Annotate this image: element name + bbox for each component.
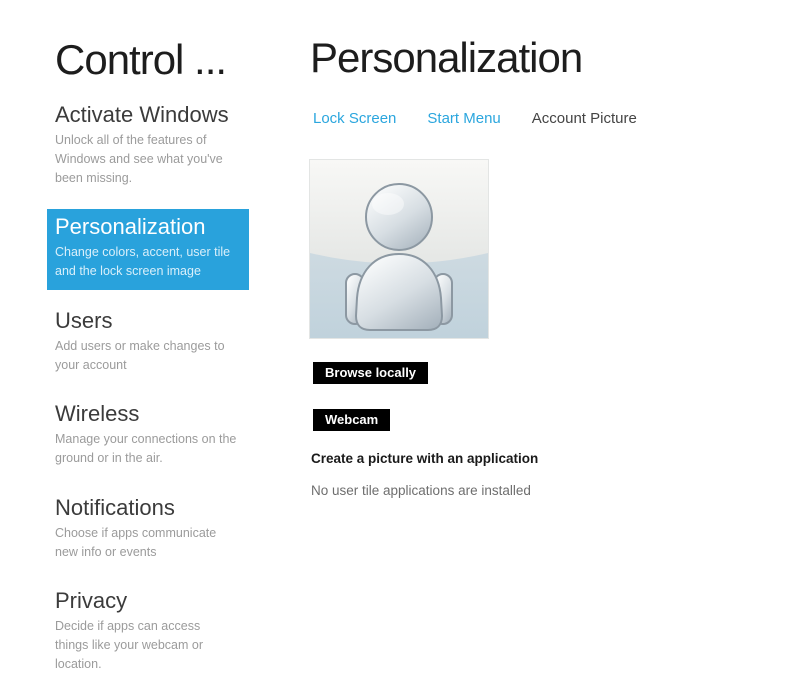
control-panel-sidebar [47,36,249,696]
sidebar-item-title: Wireless [55,401,140,427]
no-apps-message: No user tile applications are installed [311,483,531,498]
sidebar-item-title: Privacy [55,588,128,614]
sidebar-item-personalization[interactable] [47,209,249,290]
tab-lock-screen[interactable]: Lock Screen [313,110,397,127]
browse-locally-button[interactable]: Browse locally [313,362,428,384]
sidebar-item-notifications[interactable] [47,490,249,571]
sidebar-item-users[interactable] [47,303,249,384]
tab-account-picture[interactable]: Account Picture [531,110,637,127]
sidebar-item-title: Notifications [55,494,175,520]
account-picture-tile [310,160,488,338]
sidebar-item-privacy[interactable] [47,583,249,682]
sidebar-item-description: Choose if apps communicate new info or events [55,525,217,559]
sidebar-item-description: Unlock all of the features of Windows and see what you've been missing. [55,133,223,185]
sidebar-item-description: Change colors, accent, user tile and the lock screen image [55,245,231,278]
sidebar-item-description: Manage your connections on the ground or in the air. [55,432,237,465]
page-title: Personalization [310,34,583,81]
sidebar-item-title: Users [55,307,113,333]
sidebar-title: Control ... [55,36,227,83]
sidebar-item-title: Activate Windows [55,102,229,127]
sidebar-item-wireless[interactable] [47,396,249,477]
personalization-tabs [313,110,637,127]
create-picture-heading: Create a picture with an application [311,451,539,466]
sidebar-item-activate-windows[interactable] [47,97,249,196]
webcam-button[interactable]: Webcam [313,409,390,431]
sidebar-item-description: Add users or make changes to your account [55,338,225,372]
generic-user-silhouette-icon [310,160,488,338]
sidebar-item-description: Decide if apps can access things like your webcam or location. [55,619,203,671]
sidebar-item-title: Personalization [55,214,206,240]
tab-start-menu[interactable]: Start Menu [427,110,501,127]
